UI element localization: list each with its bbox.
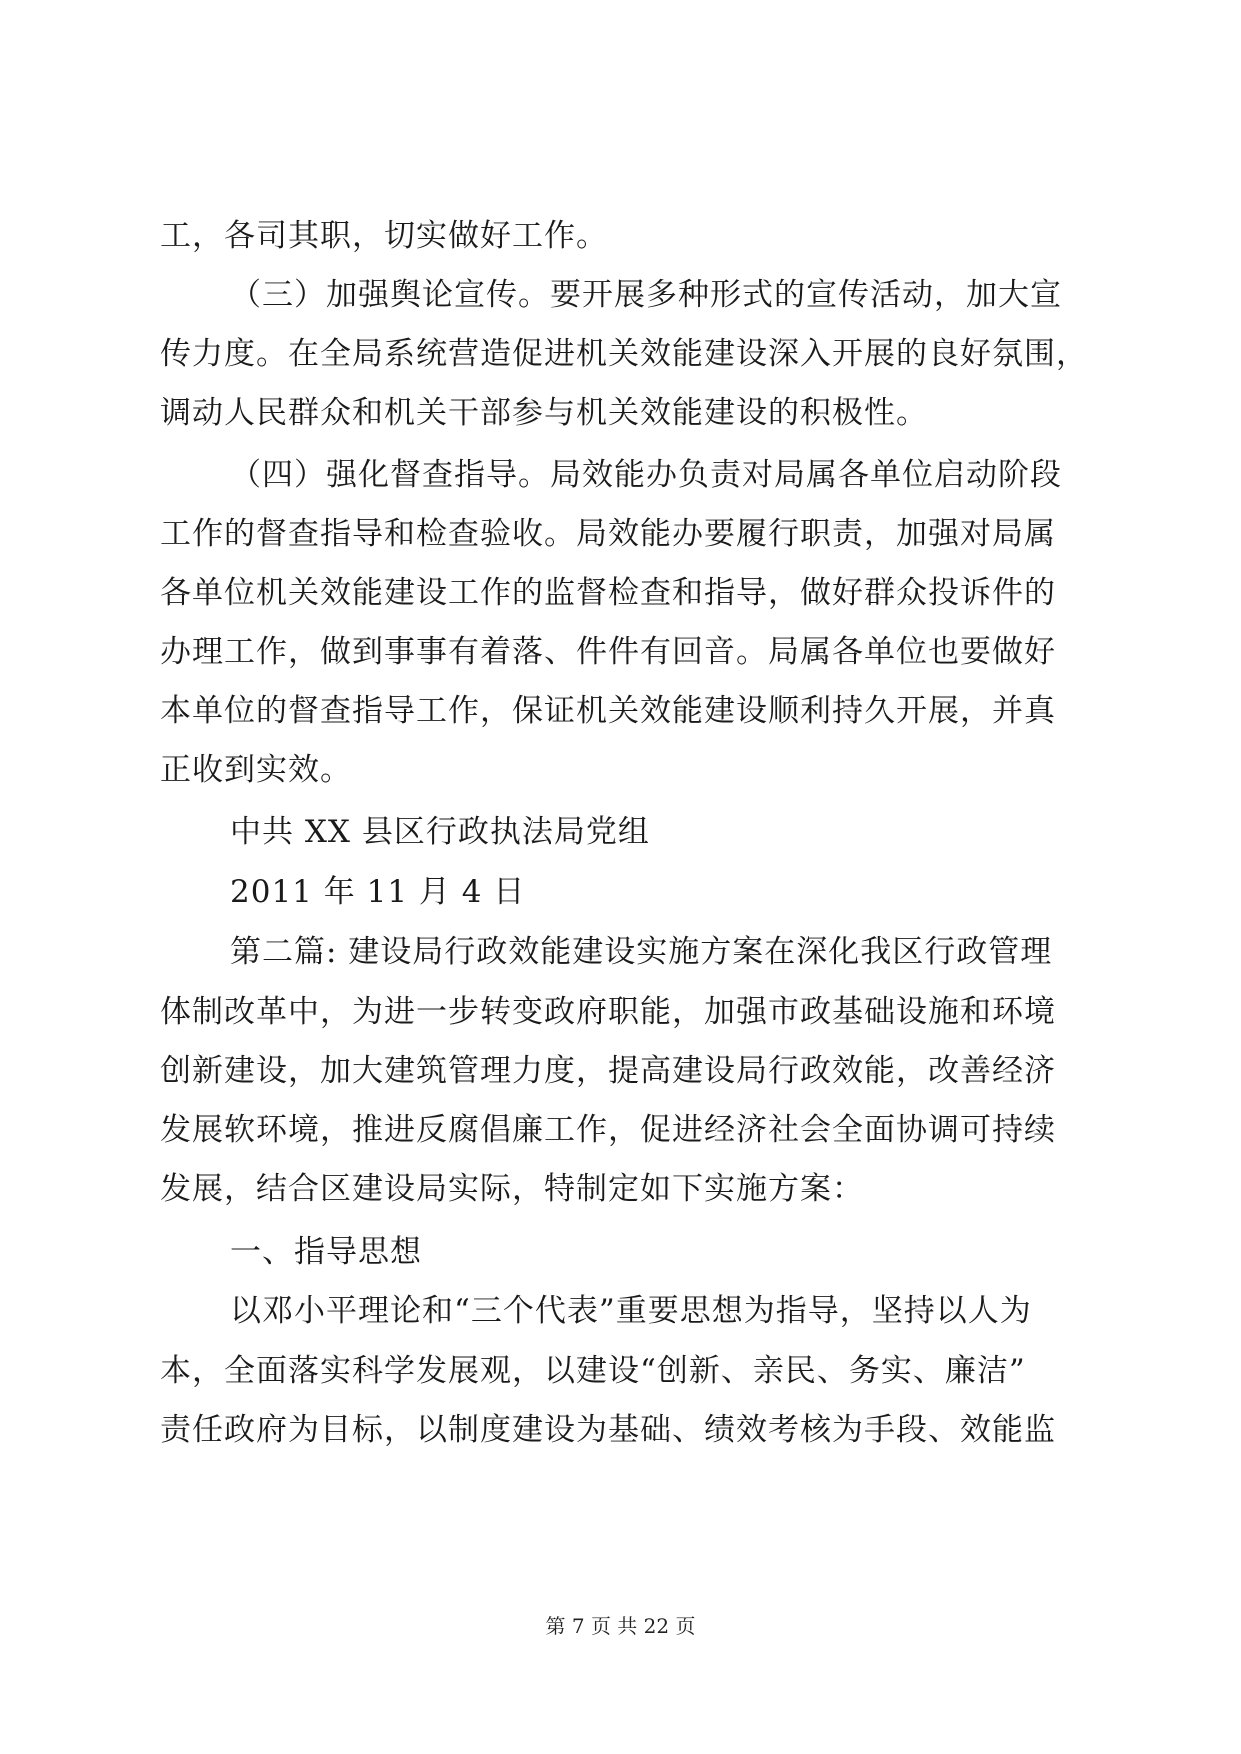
paragraph-line: 工，各司其职，切实做好工作。 [160,218,608,254]
paragraph-line: 调动人民群众和机关干部参与机关效能建设的积极性。 [160,395,928,431]
paragraph-line: 办理工作，做到事事有着落、件件有回音。局属各单位也要做好 [160,634,1056,670]
paragraph-line: 责任政府为目标，以制度建设为基础、绩效考核为手段、效能监 [160,1412,1056,1448]
paragraph-line: （三）加强舆论宣传。要开展多种形式的宣传活动，加大宣 [230,277,1062,313]
paragraph-line: 各单位机关效能建设工作的监督检查和指导，做好群众投诉件的 [160,575,1056,611]
paragraph-line: 正收到实效。 [160,752,352,788]
signature-date: 2011 年 11 月 4 日 [230,874,526,910]
paragraph-line: 以邓小平理论和“三个代表”重要思想为指导，坚持以人为 [230,1293,1032,1329]
paragraph-line: 发展，结合区建设局实际，特制定如下实施方案： [160,1171,864,1207]
paragraph-line: 工作的督查指导和检查验收。局效能办要履行职责，加强对局属 [160,516,1056,552]
paragraph-line: 发展软环境，推进反腐倡廉工作，促进经济社会全面协调可持续 [160,1112,1056,1148]
paragraph-line: 体制改革中，为进一步转变政府职能，加强市政基础设施和环境 [160,994,1056,1030]
paragraph-line: （四）强化督查指导。局效能办负责对局属各单位启动阶段 [230,457,1062,493]
paragraph-line: 创新建设，加大建筑管理力度，提高建设局行政效能，改善经济 [160,1053,1056,1089]
section-heading: 一、指导思想 [230,1234,422,1270]
paragraph-line: 本，全面落实科学发展观，以建设“创新、亲民、务实、廉洁” [160,1353,1026,1389]
paragraph-line: 第二篇: 建设局行政效能建设实施方案在深化我区行政管理 [230,934,1053,970]
signature-organization: 中共 XX 县区行政执法局党组 [230,814,650,850]
paragraph-line: 本单位的督查指导工作，保证机关效能建设顺利持久开展，并真 [160,693,1056,729]
page-number-footer: 第 7 页 共 22 页 [545,1614,696,1638]
paragraph-line: 传力度。在全局系统营造促进机关效能建设深入开展的良好氛围， [160,336,1088,372]
